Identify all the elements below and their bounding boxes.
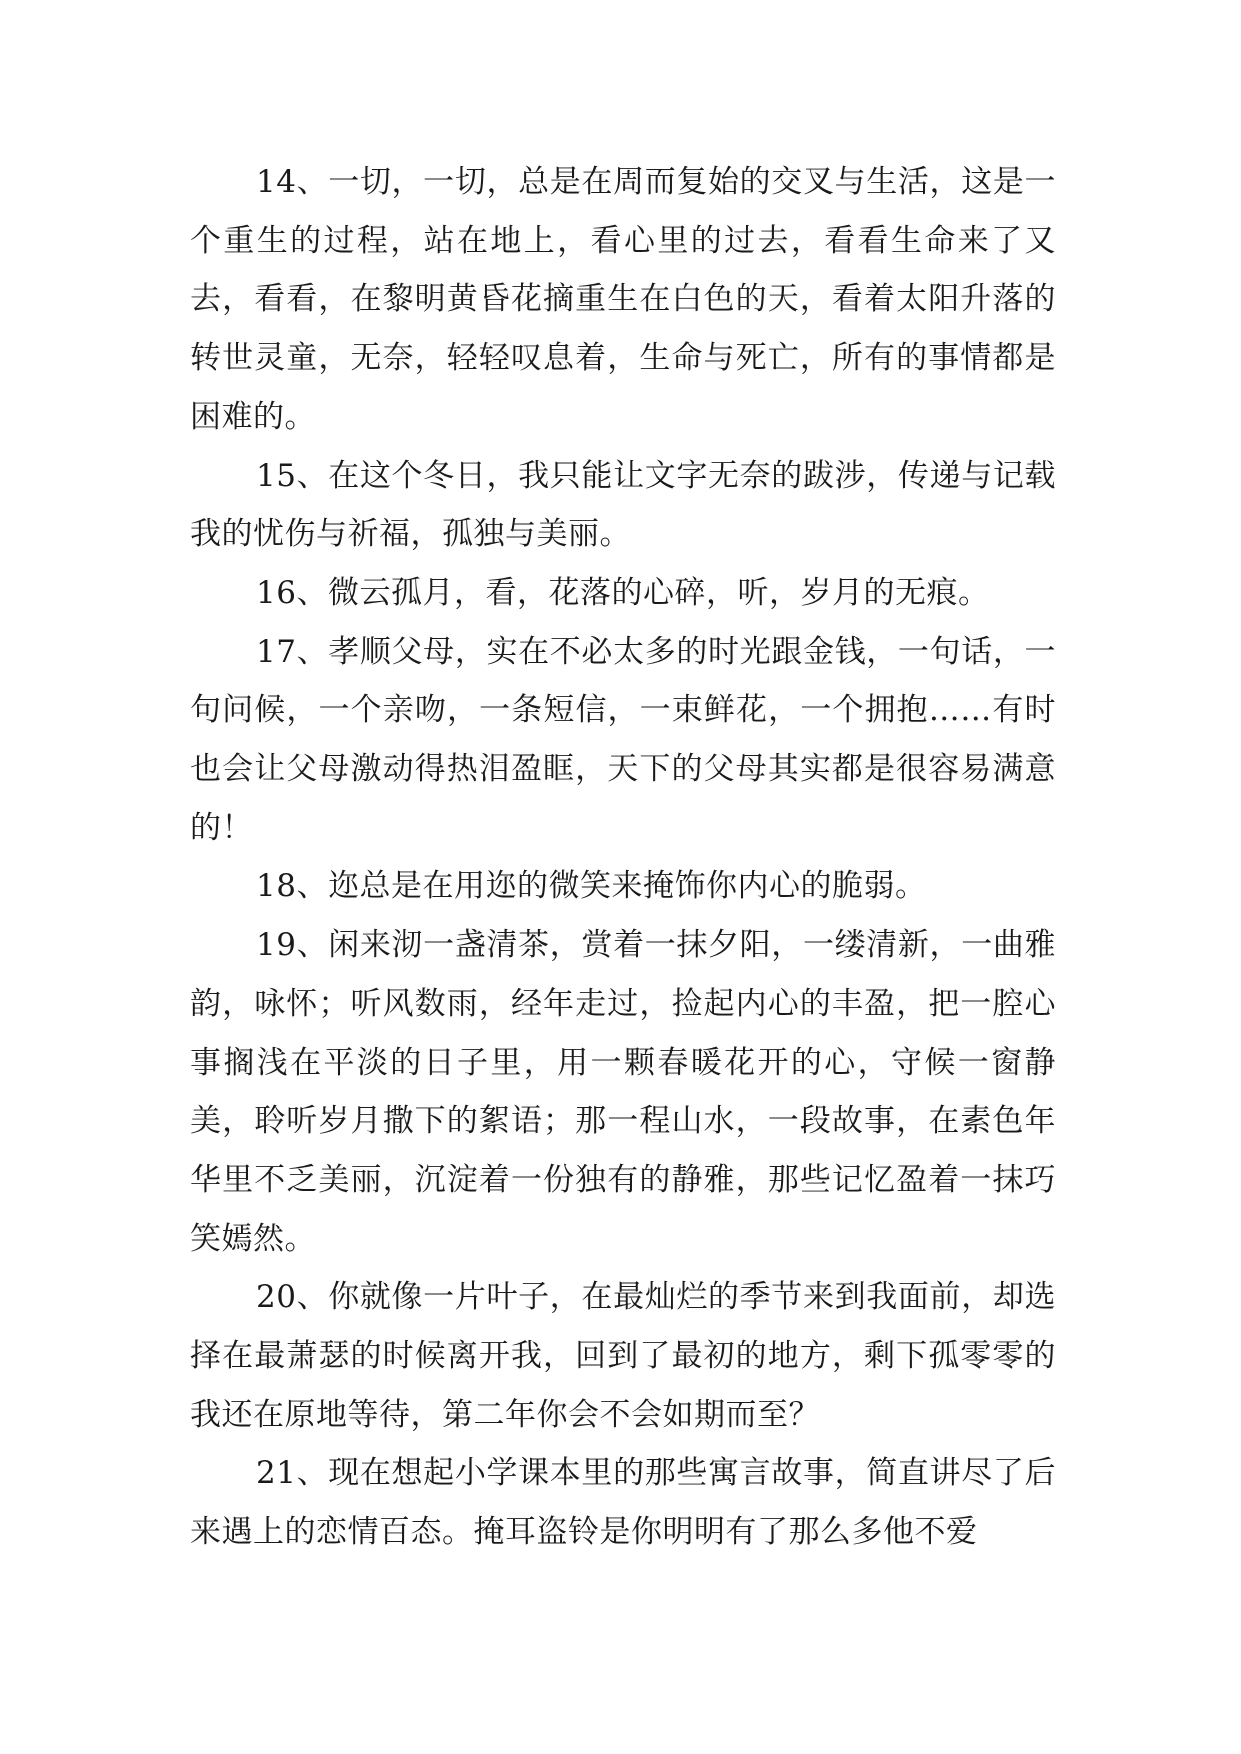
paragraph-16: 16、微云孤月，看，花落的心碎，听，岁月的无痕。 — [256, 574, 990, 611]
paragraph-18: 18、迩总是在用迩的微笑来掩饰你内心的脆弱。 — [256, 868, 927, 905]
paragraph-21: 21、现在想起小学课本里的那些寓言故事，简直讲尽了后来遇上的恋情百态。掩耳盗铃是你明明有了那么多他不爱 — [190, 1455, 1056, 1551]
paragraph-20: 20、你就像一片叶子，在最灿烂的季节来到我面前，却选择在最萧瑟的时候离开我，回到了最初的地方，剩下孤零零的我还在原地等待，第二年你会不会如期而至？ — [190, 1279, 1056, 1433]
paragraph-14: 14、一切，一切，总是在周而复始的交叉与生活，这是一个重生的过程，站在地上，看心里的过去，看看生命来了又去，看看，在黎明黄昏花摘重生在白色的天，看着太阳升落的转世灵童，无奈，轻轻叹息着，生命与死亡，所有的事情都是困难的。 — [190, 164, 1056, 435]
paragraph-15: 15、在这个冬日，我只能让文字无奈的跋涉，传递与记载我的忧伤与祈福，孤独与美丽。 — [190, 457, 1056, 553]
paragraph-17: 17、孝顺父母，实在不必太多的时光跟金钱，一句话，一句问候，一个亲吻，一条短信，一束鲜花，一个拥抱……有时也会让父母激动得热泪盈眶，天下的父母其实都是很容易满意的！ — [190, 633, 1056, 846]
document-body — [190, 153, 1056, 1562]
paragraph-19: 19、闲来沏一盏清茶，赏着一抹夕阳，一缕清新，一曲雅韵，咏怀；听风数雨，经年走过，捡起内心的丰盈，把一腔心事搁浅在平淡的日子里，用一颗春暖花开的心，守候一窗静美，聆听岁月撒下的絮语；那一程山水，一段故事，在素色年华里不乏美丽，沉淀着一份独有的静雅，那些记忆盈着一抹巧笑嫣然。 — [190, 927, 1056, 1257]
